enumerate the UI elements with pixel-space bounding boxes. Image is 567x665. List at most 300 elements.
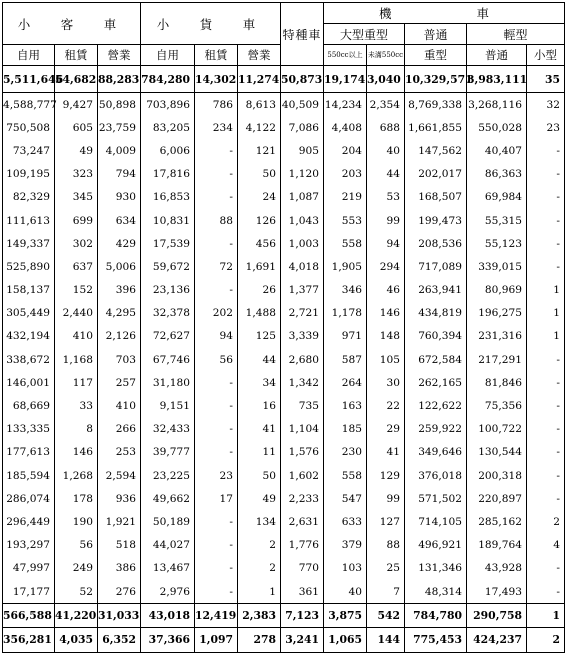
table-cell: 190 xyxy=(55,510,98,533)
table-cell: 2,354 xyxy=(367,93,405,117)
table-cell: 703,896 xyxy=(141,93,195,117)
table-cell: 56 xyxy=(195,348,238,371)
table-cell: 67,746 xyxy=(141,348,195,371)
table-cell: 69,984 xyxy=(467,186,527,209)
table-cell: 1 xyxy=(527,325,565,348)
table-cell: 263,941 xyxy=(405,279,467,302)
table-cell: 4,408 xyxy=(324,116,367,139)
table-cell: 40,509 xyxy=(281,93,324,117)
table-cell: 9,151 xyxy=(141,394,195,417)
table-cell: 3,241 xyxy=(281,628,324,652)
table-cell: - xyxy=(195,441,238,464)
header-light: 輕型 xyxy=(467,24,565,45)
table-cell: - xyxy=(527,232,565,255)
table-cell: 6,006 xyxy=(141,139,195,162)
table-cell: 82,329 xyxy=(3,186,55,209)
table-cell: - xyxy=(195,534,238,557)
table-cell: 3,983,111 xyxy=(467,66,527,93)
header-large-heavy: 大型重型 xyxy=(324,24,405,45)
table-cell: - xyxy=(195,232,238,255)
table-cell: 361 xyxy=(281,580,324,604)
table-row xyxy=(3,232,565,255)
table-cell: 127 xyxy=(367,510,405,533)
table-cell: 296,449 xyxy=(3,510,55,533)
table-cell: 231,316 xyxy=(467,325,527,348)
table-cell: 784,780 xyxy=(405,604,467,628)
table-cell: 6,352 xyxy=(98,628,141,652)
table-cell: 230 xyxy=(324,441,367,464)
header-motorcycle: 機 車 xyxy=(324,3,565,24)
table-cell: 571,502 xyxy=(405,487,467,510)
header-truck: 小 貨 車 xyxy=(141,3,281,45)
table-cell: 2,721 xyxy=(281,302,324,325)
table-cell: 1,342 xyxy=(281,371,324,394)
table-cell: 1 xyxy=(527,302,565,325)
table-cell: 99 xyxy=(367,487,405,510)
table-cell: 550,028 xyxy=(467,116,527,139)
table-cell: 302 xyxy=(55,232,98,255)
table-cell: 249 xyxy=(55,557,98,580)
table-cell: 285,162 xyxy=(467,510,527,533)
table-cell: 200,318 xyxy=(467,464,527,487)
table-cell: 55,315 xyxy=(467,209,527,232)
table-cell: 125 xyxy=(238,325,281,348)
table-cell: 4,018 xyxy=(281,255,324,278)
table-cell: 88 xyxy=(367,534,405,557)
table-cell: 386 xyxy=(98,557,141,580)
table-cell: 193,297 xyxy=(3,534,55,557)
table-cell: 83,205 xyxy=(141,116,195,139)
table-cell: - xyxy=(527,186,565,209)
table-cell: 50,873 xyxy=(281,66,324,93)
table-cell: 59,672 xyxy=(141,255,195,278)
table-cell: 44 xyxy=(367,163,405,186)
table-cell: 217,291 xyxy=(467,348,527,371)
table-cell: 99 xyxy=(367,209,405,232)
table-cell: 1,120 xyxy=(281,163,324,186)
table-cell: 542 xyxy=(367,604,405,628)
table-cell: 356,281 xyxy=(3,628,55,652)
table-cell: 8 xyxy=(55,418,98,441)
header-truck-rental: 租賃 xyxy=(195,45,238,66)
table-cell: 794 xyxy=(98,163,141,186)
table-cell: - xyxy=(527,487,565,510)
table-cell: 1,097 xyxy=(195,628,238,652)
table-cell: - xyxy=(195,186,238,209)
table-cell: 4,588,777 xyxy=(3,93,55,117)
table-cell: 122,622 xyxy=(405,394,467,417)
table-row xyxy=(3,394,565,417)
table-cell: 8,769,338 xyxy=(405,93,467,117)
table-body xyxy=(3,66,565,653)
table-cell: 1,268 xyxy=(55,464,98,487)
header-special-vehicle: 特種車 xyxy=(281,3,324,66)
table-cell: 434,819 xyxy=(405,302,467,325)
table-cell: 770 xyxy=(281,557,324,580)
table-cell: 936 xyxy=(98,487,141,510)
table-cell: 54,682 xyxy=(55,66,98,93)
table-cell: 376,018 xyxy=(405,464,467,487)
table-cell: 717,089 xyxy=(405,255,467,278)
table-cell: 117 xyxy=(55,371,98,394)
table-cell: 48,314 xyxy=(405,580,467,604)
table-cell: - xyxy=(527,255,565,278)
table-row xyxy=(3,371,565,394)
table-cell: - xyxy=(527,394,565,417)
table-row xyxy=(3,209,565,232)
table-cell: 339,015 xyxy=(467,255,527,278)
header-passenger-business: 營業 xyxy=(98,45,141,66)
table-cell: 19,174 xyxy=(324,66,367,93)
table-cell: 1,178 xyxy=(324,302,367,325)
table-cell: 109,195 xyxy=(3,163,55,186)
table-cell: 32 xyxy=(527,93,565,117)
table-cell: 786 xyxy=(195,93,238,117)
table-cell: 234 xyxy=(195,116,238,139)
table-cell: 23,759 xyxy=(98,116,141,139)
table-cell: - xyxy=(527,371,565,394)
table-cell: 72 xyxy=(195,255,238,278)
table-cell: 605 xyxy=(55,116,98,139)
table-cell: 17,177 xyxy=(3,580,55,604)
table-cell: 1,921 xyxy=(98,510,141,533)
table-cell: 202,017 xyxy=(405,163,467,186)
table-cell: 146,001 xyxy=(3,371,55,394)
table-cell: 44 xyxy=(238,348,281,371)
table-row xyxy=(3,139,565,162)
table-cell: 52 xyxy=(55,580,98,604)
table-cell: 35 xyxy=(527,66,565,93)
table-cell: 14,302 xyxy=(195,66,238,93)
table-cell: 1,168 xyxy=(55,348,98,371)
table-cell: 714,105 xyxy=(405,510,467,533)
table-cell: 259,922 xyxy=(405,418,467,441)
table-cell: 379 xyxy=(324,534,367,557)
header-cc-over-550: 550cc以上 xyxy=(324,45,367,66)
table-cell: 16,853 xyxy=(141,186,195,209)
table-cell: 688 xyxy=(367,116,405,139)
table-cell: - xyxy=(195,510,238,533)
table-cell: 81,846 xyxy=(467,371,527,394)
table-cell: 2,594 xyxy=(98,464,141,487)
header-normal-heavy-2: 重型 xyxy=(405,45,467,66)
table-cell: 34 xyxy=(238,371,281,394)
table-cell: 152 xyxy=(55,279,98,302)
table-cell: 50,898 xyxy=(98,93,141,117)
table-cell: 131,346 xyxy=(405,557,467,580)
table-cell: 1 xyxy=(527,279,565,302)
table-cell: - xyxy=(195,139,238,162)
table-cell: 22 xyxy=(367,394,405,417)
table-cell: - xyxy=(527,209,565,232)
table-cell: 637 xyxy=(55,255,98,278)
table-cell: 23 xyxy=(195,464,238,487)
table-cell: 496,921 xyxy=(405,534,467,557)
table-cell: 17,493 xyxy=(467,580,527,604)
table-cell: 1 xyxy=(527,604,565,628)
table-cell: 39,777 xyxy=(141,441,195,464)
table-cell: 163 xyxy=(324,394,367,417)
table-cell: 41,220 xyxy=(55,604,98,628)
table-cell: 1,087 xyxy=(281,186,324,209)
table-cell: 47,997 xyxy=(3,557,55,580)
table-cell: 3,875 xyxy=(324,604,367,628)
table-cell: 1,905 xyxy=(324,255,367,278)
header-normal-heavy-1: 普通 xyxy=(405,24,467,45)
table-cell: 1,065 xyxy=(324,628,367,652)
table-cell: 203 xyxy=(324,163,367,186)
table-row xyxy=(3,534,565,557)
header-passenger-car: 小 客 車 xyxy=(3,3,141,45)
table-cell: 5,511,646 xyxy=(3,66,55,93)
table-cell: 2 xyxy=(238,557,281,580)
header-truck-own: 自用 xyxy=(141,45,195,66)
table-cell: 24 xyxy=(238,186,281,209)
table-cell: 3,268,116 xyxy=(467,93,527,117)
table-cell: 185 xyxy=(324,418,367,441)
table-cell: 290,758 xyxy=(467,604,527,628)
table-cell: 8,613 xyxy=(238,93,281,117)
table-cell: 16 xyxy=(238,394,281,417)
table-cell: 23 xyxy=(527,116,565,139)
table-cell: 323 xyxy=(55,163,98,186)
table-cell: 13,467 xyxy=(141,557,195,580)
table-cell: 146 xyxy=(367,302,405,325)
table-cell: 144 xyxy=(367,628,405,652)
table-cell: 7,123 xyxy=(281,604,324,628)
table-cell: 633 xyxy=(324,510,367,533)
table-cell: 4,009 xyxy=(98,139,141,162)
table-row xyxy=(3,325,565,348)
table-cell: 41 xyxy=(367,441,405,464)
table-cell: 86,363 xyxy=(467,163,527,186)
table-cell: 88,283 xyxy=(98,66,141,93)
table-cell: 1 xyxy=(238,580,281,604)
table-cell: 17,539 xyxy=(141,232,195,255)
table-cell: 699 xyxy=(55,209,98,232)
table-cell: 432,194 xyxy=(3,325,55,348)
table-cell: 133,335 xyxy=(3,418,55,441)
table-cell: 80,969 xyxy=(467,279,527,302)
table-cell: 53 xyxy=(367,186,405,209)
table-cell: 33 xyxy=(55,394,98,417)
table-row xyxy=(3,441,565,464)
table-cell: - xyxy=(195,418,238,441)
table-cell: - xyxy=(527,348,565,371)
table-row xyxy=(3,93,565,117)
table-cell: 202 xyxy=(195,302,238,325)
table-cell: 703 xyxy=(98,348,141,371)
table-cell: 178 xyxy=(55,487,98,510)
table-row xyxy=(3,279,565,302)
table-cell: 129 xyxy=(367,464,405,487)
table-row xyxy=(3,510,565,533)
table-cell: 30 xyxy=(367,371,405,394)
table-cell: 4,295 xyxy=(98,302,141,325)
table-cell: 49 xyxy=(55,139,98,162)
table-cell: 266 xyxy=(98,418,141,441)
table-cell: 2,976 xyxy=(141,580,195,604)
table-cell: 12,419 xyxy=(195,604,238,628)
table-cell: 1,661,855 xyxy=(405,116,467,139)
table-cell: 905 xyxy=(281,139,324,162)
table-cell: 3,339 xyxy=(281,325,324,348)
table-cell: 346 xyxy=(324,279,367,302)
table-row xyxy=(3,163,565,186)
table-cell: 547 xyxy=(324,487,367,510)
header-light-normal: 普通 xyxy=(467,45,527,66)
table-cell: 264 xyxy=(324,371,367,394)
table-cell: 2 xyxy=(527,628,565,652)
table-cell: 149,337 xyxy=(3,232,55,255)
table-cell: 14,234 xyxy=(324,93,367,117)
table-cell: 338,672 xyxy=(3,348,55,371)
table-cell: 148 xyxy=(367,325,405,348)
table-cell: 219 xyxy=(324,186,367,209)
table-cell: - xyxy=(527,163,565,186)
table-cell: 32,433 xyxy=(141,418,195,441)
table-cell: 2,680 xyxy=(281,348,324,371)
table-cell: 88 xyxy=(195,209,238,232)
table-cell: 760,394 xyxy=(405,325,467,348)
table-cell: 345 xyxy=(55,186,98,209)
table-cell: 784,280 xyxy=(141,66,195,93)
table-cell: 189,764 xyxy=(467,534,527,557)
table-cell: 31,180 xyxy=(141,371,195,394)
table-cell: 44,027 xyxy=(141,534,195,557)
table-cell: 587 xyxy=(324,348,367,371)
table-cell: 25 xyxy=(367,557,405,580)
table-cell: 429 xyxy=(98,232,141,255)
table-cell: 1,576 xyxy=(281,441,324,464)
table-cell: 23,225 xyxy=(141,464,195,487)
table-cell: 208,536 xyxy=(405,232,467,255)
table-cell: 349,646 xyxy=(405,441,467,464)
table-cell: 424,237 xyxy=(467,628,527,652)
vehicle-registration-table xyxy=(2,2,564,662)
table-cell: 31,033 xyxy=(98,604,141,628)
table-cell: 305,449 xyxy=(3,302,55,325)
table-cell: - xyxy=(527,557,565,580)
table-cell: 750,508 xyxy=(3,116,55,139)
table-cell: 40 xyxy=(367,139,405,162)
table-cell: 1,003 xyxy=(281,232,324,255)
table-cell: - xyxy=(527,139,565,162)
table-cell: 49,662 xyxy=(141,487,195,510)
table-cell: - xyxy=(527,580,565,604)
table-cell: 126 xyxy=(238,209,281,232)
table-row xyxy=(3,464,565,487)
table-cell: 634 xyxy=(98,209,141,232)
table-cell: 410 xyxy=(98,394,141,417)
table-cell: - xyxy=(195,371,238,394)
table-row xyxy=(3,302,565,325)
table-cell: 177,613 xyxy=(3,441,55,464)
table-cell: 100,722 xyxy=(467,418,527,441)
table-cell: 94 xyxy=(195,325,238,348)
table-cell: 121 xyxy=(238,139,281,162)
table-cell: 2,631 xyxy=(281,510,324,533)
table-cell: 2 xyxy=(527,510,565,533)
table-cell: - xyxy=(195,279,238,302)
table-cell: 168,507 xyxy=(405,186,467,209)
table-cell: 29 xyxy=(367,418,405,441)
table-row xyxy=(3,348,565,371)
table-cell: 971 xyxy=(324,325,367,348)
table-cell: 49 xyxy=(238,487,281,510)
table-cell: 262,165 xyxy=(405,371,467,394)
table-cell: - xyxy=(195,557,238,580)
table-cell: 276 xyxy=(98,580,141,604)
table-cell: 199,473 xyxy=(405,209,467,232)
table-cell: 94 xyxy=(367,232,405,255)
table-cell: 158,137 xyxy=(3,279,55,302)
table-cell: 73,247 xyxy=(3,139,55,162)
table-cell: 1,776 xyxy=(281,534,324,557)
table-cell: 56 xyxy=(55,534,98,557)
table-cell: 278 xyxy=(238,628,281,652)
table-cell: 7 xyxy=(367,580,405,604)
table-cell: 11,274 xyxy=(238,66,281,93)
table-cell: 43,018 xyxy=(141,604,195,628)
table-row xyxy=(3,628,565,652)
table-cell: 41 xyxy=(238,418,281,441)
table-cell: 130,544 xyxy=(467,441,527,464)
table-cell: 26 xyxy=(238,279,281,302)
table-row xyxy=(3,186,565,209)
table-cell: 456 xyxy=(238,232,281,255)
table-cell: 50 xyxy=(238,163,281,186)
table-cell: 930 xyxy=(98,186,141,209)
table-cell: 1,377 xyxy=(281,279,324,302)
table-cell: 220,897 xyxy=(467,487,527,510)
table-cell: 410 xyxy=(55,325,98,348)
table-cell: 775,453 xyxy=(405,628,467,652)
table-row xyxy=(3,487,565,510)
table-cell: 111,613 xyxy=(3,209,55,232)
table-cell: 2,233 xyxy=(281,487,324,510)
table-cell: 257 xyxy=(98,371,141,394)
table-cell: 196,275 xyxy=(467,302,527,325)
table-cell: 10,329,571 xyxy=(405,66,467,93)
table-row xyxy=(3,580,565,604)
table-cell: 566,588 xyxy=(3,604,55,628)
table-cell: 735 xyxy=(281,394,324,417)
table-cell: 2,383 xyxy=(238,604,281,628)
table-cell: 50 xyxy=(238,464,281,487)
table-cell: 10,831 xyxy=(141,209,195,232)
table-cell: 525,890 xyxy=(3,255,55,278)
table-cell: 1,602 xyxy=(281,464,324,487)
table-cell: - xyxy=(195,580,238,604)
table-cell: 43,928 xyxy=(467,557,527,580)
table-row xyxy=(3,557,565,580)
table-cell: 75,356 xyxy=(467,394,527,417)
table-cell: 294 xyxy=(367,255,405,278)
table-cell: 558 xyxy=(324,464,367,487)
table-cell: 558 xyxy=(324,232,367,255)
table-cell: - xyxy=(527,464,565,487)
table-cell: 396 xyxy=(98,279,141,302)
table-cell: 672,584 xyxy=(405,348,467,371)
table-cell: 23,136 xyxy=(141,279,195,302)
table-row xyxy=(3,604,565,628)
header-passenger-own: 自用 xyxy=(3,45,55,66)
table-cell: 5,006 xyxy=(98,255,141,278)
table-cell: 37,366 xyxy=(141,628,195,652)
table-cell: 2 xyxy=(238,534,281,557)
table-cell: 17 xyxy=(195,487,238,510)
